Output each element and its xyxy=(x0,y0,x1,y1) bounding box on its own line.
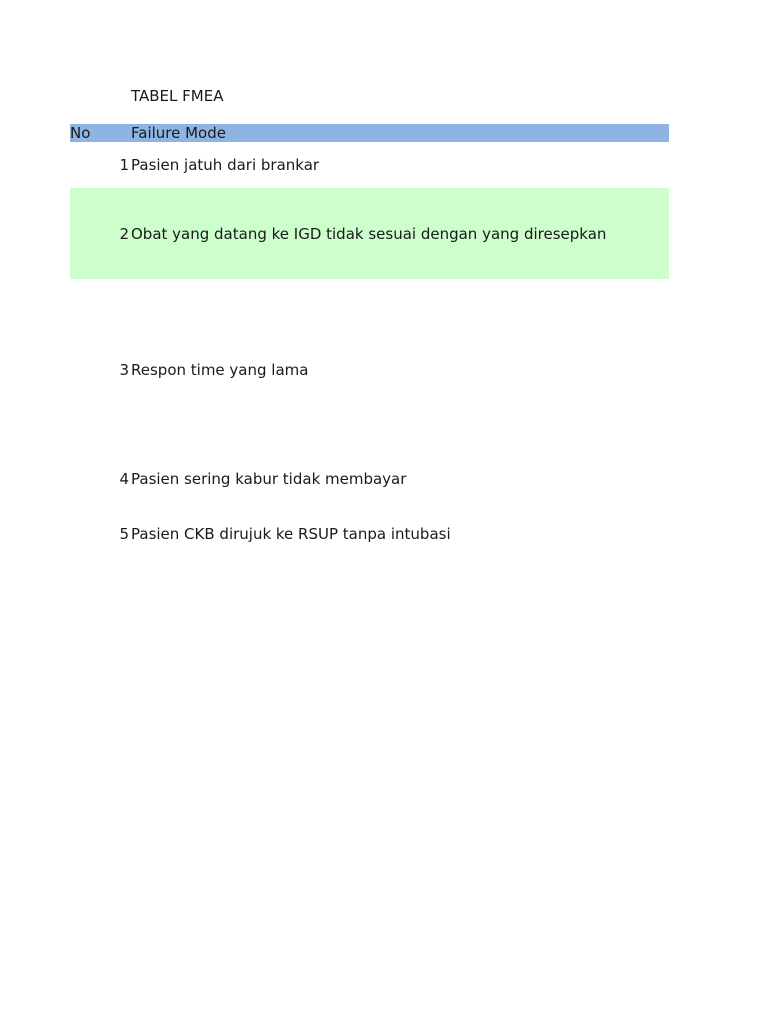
row-failure-mode: Respon time yang lama xyxy=(131,361,309,379)
table-row-5 xyxy=(70,525,669,543)
row-failure-mode: Pasien sering kabur tidak membayar xyxy=(131,470,407,488)
row-failure-mode: Obat yang datang ke IGD tidak sesuai dengan yang diresepkan xyxy=(131,225,607,243)
row-failure-mode: Pasien jatuh dari brankar xyxy=(131,156,320,174)
row-number: 4 xyxy=(119,470,129,488)
header-failure-mode: Failure Mode xyxy=(131,124,226,142)
header-no: No xyxy=(70,124,91,142)
table-row-1 xyxy=(70,156,669,174)
row-number: 1 xyxy=(119,156,129,174)
row-number: 2 xyxy=(119,225,129,243)
table-row-4 xyxy=(70,470,669,488)
table-header-row xyxy=(70,124,669,142)
table-title: TABEL FMEA xyxy=(131,87,224,105)
table-row-2 xyxy=(70,188,669,279)
row-number: 3 xyxy=(119,361,129,379)
table-row-3 xyxy=(70,361,669,379)
row-failure-mode: Pasien CKB dirujuk ke RSUP tanpa intubasi xyxy=(131,525,451,543)
row-number: 5 xyxy=(119,525,129,543)
